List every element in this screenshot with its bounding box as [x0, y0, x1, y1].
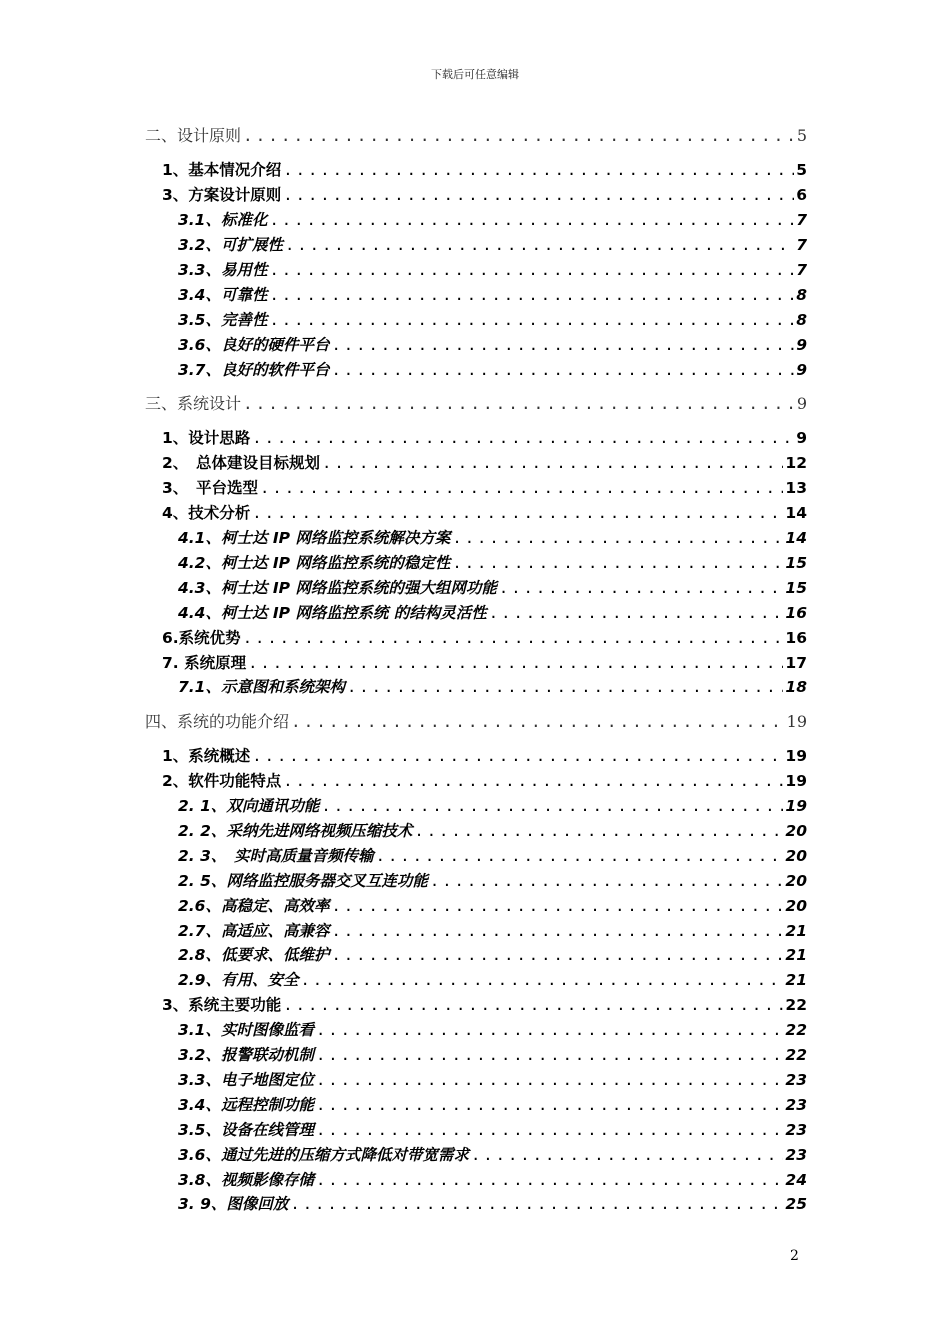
toc-entry-page: 9	[796, 429, 807, 448]
toc-entry[interactable]	[162, 501, 807, 525]
toc-entry[interactable]	[162, 451, 807, 475]
toc-entry[interactable]	[178, 551, 807, 575]
toc-entry-title: 3.4、可靠性	[178, 285, 268, 304]
toc-entry-title: 3.6、良好的硬件平台	[178, 335, 330, 354]
toc-entry[interactable]	[178, 943, 807, 967]
toc-entry-title: 4.2、柯士达 IP 网络监控系统的稳定性	[178, 553, 451, 572]
toc-entry[interactable]	[178, 283, 807, 307]
toc-leader-dots	[316, 1043, 783, 1067]
toc-leader-dots	[291, 710, 785, 734]
toc-leader-dots	[316, 1118, 783, 1142]
toc-entry[interactable]	[178, 894, 807, 918]
toc-entry[interactable]	[162, 426, 807, 450]
toc-leader-dots	[283, 183, 794, 207]
toc-entry[interactable]	[178, 1068, 807, 1092]
toc-entry-title: 3.2、报警联动机制	[178, 1046, 314, 1064]
toc-entry-page: 19	[785, 797, 807, 815]
toc-leader-dots	[452, 526, 783, 550]
toc-entry[interactable]	[178, 869, 807, 893]
toc-leader-dots	[269, 208, 794, 232]
toc-entry-title: 4.1、柯士达 IP 网络监控系统解决方案	[178, 529, 451, 547]
toc-leader-dots	[300, 968, 783, 992]
toc-entry[interactable]	[178, 1118, 807, 1142]
toc-entry-page: 7	[796, 236, 807, 255]
toc-entry[interactable]	[145, 124, 807, 148]
toc-leader-dots	[331, 894, 783, 918]
toc-entry-title: 3、系统主要功能	[162, 996, 282, 1015]
toc-entry[interactable]	[162, 744, 807, 768]
toc-leader-dots	[489, 601, 784, 625]
toc-entry[interactable]	[178, 333, 807, 357]
toc-entry-title: 四、系统的功能介绍	[145, 711, 290, 731]
toc-entry-title: 1、基本情况介绍	[162, 161, 282, 180]
toc-leader-dots	[331, 943, 783, 967]
toc-entry[interactable]	[178, 1143, 807, 1167]
toc-entry-page: 5	[796, 126, 807, 145]
toc-entry-page: 16	[785, 603, 807, 622]
toc-entry-title: 3.4、远程控制功能	[178, 1095, 314, 1114]
toc-entry-page: 14	[785, 504, 807, 523]
toc-entry-page: 15	[785, 553, 807, 572]
toc-leader-dots	[316, 1168, 783, 1192]
toc-leader-dots	[269, 308, 794, 332]
toc-entry-title: 4、技术分析	[162, 504, 251, 523]
toc-entry-title: 三、系统设计	[145, 394, 242, 413]
toc-leader-dots	[243, 392, 795, 416]
toc-entry[interactable]	[178, 308, 807, 332]
toc-entry-page: 9	[796, 394, 807, 413]
toc-leader-dots	[499, 576, 784, 600]
toc-leader-dots	[252, 426, 794, 450]
toc-entry-page: 22	[785, 1021, 807, 1040]
toc-entry-page: 7	[796, 211, 807, 230]
toc-entry-title: 3.1、实时图像监看	[178, 1021, 314, 1040]
toc-entry[interactable]	[178, 675, 807, 699]
toc-entry-title: 3.8、视频影像存储	[178, 1170, 314, 1189]
toc-leader-dots	[322, 451, 783, 475]
toc-leader-dots	[430, 869, 784, 893]
toc-entry-page: 9	[796, 335, 807, 354]
toc-leader-dots	[316, 1093, 783, 1117]
toc-leader-dots	[283, 769, 783, 793]
toc-entry[interactable]	[178, 1168, 807, 1192]
toc-entry-title: 7. 系统原理	[162, 653, 247, 672]
toc-leader-dots	[316, 1068, 783, 1092]
toc-entry-page: 21	[785, 921, 807, 940]
toc-leader-dots	[243, 626, 784, 650]
toc-leader-dots	[321, 794, 783, 818]
toc-entry-title: 3.2、可扩展性	[178, 236, 283, 255]
toc-entry[interactable]	[162, 476, 807, 500]
toc-entry-title: 7.1、示意图和系统架构	[178, 678, 345, 697]
toc-entry-page: 19	[785, 772, 807, 791]
toc-entry[interactable]	[178, 844, 807, 868]
toc-entry-page: 16	[785, 628, 807, 647]
toc-entry[interactable]	[178, 208, 807, 232]
toc-entry-title: 2. 5、网络监控服务器交叉互连功能	[178, 871, 428, 890]
toc-entry[interactable]	[178, 819, 807, 843]
toc-leader-dots	[331, 358, 794, 382]
toc-entry-page: 23	[785, 1120, 807, 1139]
toc-entry-title: 2.8、低要求、低维护	[178, 946, 330, 965]
toc-entry-page: 21	[785, 971, 807, 990]
toc-leader-dots	[269, 258, 794, 282]
toc-entry[interactable]	[178, 1093, 807, 1117]
toc-entry-page: 25	[785, 1195, 807, 1214]
toc-entry-page: 18	[785, 678, 807, 697]
toc-entry-page: 7	[796, 261, 807, 279]
toc-leader-dots	[248, 651, 783, 675]
toc-leader-dots	[283, 993, 783, 1017]
toc-leader-dots	[331, 919, 783, 943]
toc-entry-page: 21	[785, 946, 807, 965]
toc-entry-page: 22	[785, 1046, 807, 1064]
toc-entry[interactable]	[178, 526, 807, 550]
toc-entry-title: 2. 2、采纳先进网络视频压缩技术	[178, 821, 413, 840]
toc-leader-dots	[452, 551, 783, 575]
toc-entry[interactable]	[178, 601, 807, 625]
toc-leader-dots	[252, 744, 783, 768]
toc-entry-page: 23	[785, 1095, 807, 1114]
toc-entry-page: 22	[785, 996, 807, 1015]
toc-leader-dots	[269, 283, 794, 307]
page-header: 下载后可任意编辑	[431, 68, 519, 81]
toc-leader-dots	[290, 1192, 783, 1216]
toc-entry[interactable]	[178, 919, 807, 943]
toc-entry[interactable]	[178, 576, 807, 600]
toc-entry-page: 14	[785, 529, 807, 547]
toc-entry[interactable]	[162, 993, 807, 1017]
toc-leader-dots	[376, 844, 784, 868]
toc-entry-page: 20	[785, 871, 807, 890]
toc-entry-title: 3.5、设备在线管理	[178, 1120, 314, 1139]
toc-entry-page: 20	[785, 846, 807, 865]
toc-entry[interactable]	[145, 392, 807, 416]
toc-entry-title: 3.7、良好的软件平台	[178, 360, 330, 379]
toc-entry-title: 2. 3、 实时高质量音频传输	[178, 846, 374, 865]
toc-entry-title: 3. 9、图像回放	[178, 1195, 289, 1214]
toc-entry-page: 23	[785, 1070, 807, 1089]
toc-entry-title: 1、设计思路	[162, 429, 251, 448]
toc-entry[interactable]	[162, 626, 807, 650]
toc-entry-page: 12	[785, 454, 807, 473]
toc-entry-page: 19	[785, 747, 807, 766]
toc-entry[interactable]	[178, 1043, 807, 1067]
toc-entry-title: 2.9、有用、安全	[178, 971, 299, 990]
toc-entry-page: 8	[796, 285, 807, 304]
toc-entry-page: 9	[796, 360, 807, 379]
toc-entry[interactable]	[178, 258, 807, 282]
toc-leader-dots	[471, 1143, 783, 1167]
toc-entry[interactable]	[178, 968, 807, 992]
toc-entry-title: 6.系统优势	[162, 628, 241, 647]
toc-entry-page: 13	[785, 479, 807, 498]
toc-entry-title: 1、系统概述	[162, 747, 251, 766]
toc-leader-dots	[316, 1018, 783, 1042]
toc-leader-dots	[283, 158, 794, 182]
toc-entry-title: 4.3、柯士达 IP 网络监控系统的强大组网功能	[178, 578, 497, 597]
toc-entry-page: 6	[796, 186, 807, 205]
toc-entry-title: 2. 1、双向通讯功能	[178, 797, 320, 815]
toc-entry[interactable]	[178, 358, 807, 382]
toc-entry-title: 2、 总体建设目标规划	[162, 454, 321, 473]
toc-leader-dots	[414, 819, 783, 843]
toc-entry[interactable]	[162, 158, 807, 182]
toc-leader-dots	[243, 124, 795, 148]
toc-entry-title: 3、 平台选型	[162, 479, 259, 498]
toc-leader-dots	[347, 675, 783, 699]
toc-leader-dots	[260, 476, 783, 500]
toc-entry-title: 3.3、易用性	[178, 261, 268, 279]
toc-entry[interactable]	[178, 233, 807, 257]
toc-leader-dots	[285, 233, 794, 257]
page-number: 2	[790, 1248, 799, 1264]
toc-entry[interactable]	[162, 769, 807, 793]
toc-entry-page: 5	[796, 161, 807, 180]
toc-entry-title: 3.5、完善性	[178, 310, 268, 329]
toc-entry-title: 二、设计原则	[145, 126, 242, 145]
toc-entry-title: 3、方案设计原则	[162, 186, 282, 205]
toc-entry-page: 8	[796, 310, 807, 329]
toc-entry[interactable]	[178, 794, 807, 818]
toc-entry-page: 17	[785, 653, 807, 672]
toc-entry[interactable]	[145, 710, 807, 734]
toc-entry[interactable]	[162, 183, 807, 207]
toc-entry[interactable]	[178, 1018, 807, 1042]
toc-entry-page: 24	[785, 1170, 807, 1189]
toc-entry-title: 2.6、高稳定、高效率	[178, 896, 330, 915]
toc-entry-page: 15	[785, 578, 807, 597]
toc-entry[interactable]	[162, 651, 807, 675]
toc-entry-page: 23	[785, 1145, 807, 1164]
toc-entry[interactable]	[178, 1192, 807, 1216]
toc-entry-title: 2、软件功能特点	[162, 772, 282, 791]
toc-entry-title: 3.1、标准化	[178, 211, 268, 230]
toc-entry-title: 4.4、柯士达 IP 网络监控系统 的结构灵活性	[178, 603, 487, 622]
toc-entry-title: 3.6、通过先进的压缩方式降低对带宽需求	[178, 1145, 469, 1164]
toc-entry-page: 19	[786, 711, 807, 731]
toc-entry-page: 20	[785, 821, 807, 840]
toc-entry-page: 20	[785, 896, 807, 915]
toc-entry-title: 3.3、电子地图定位	[178, 1070, 314, 1089]
toc-leader-dots	[331, 333, 794, 357]
toc-leader-dots	[252, 501, 783, 525]
toc-entry-title: 2.7、高适应、高兼容	[178, 921, 330, 940]
